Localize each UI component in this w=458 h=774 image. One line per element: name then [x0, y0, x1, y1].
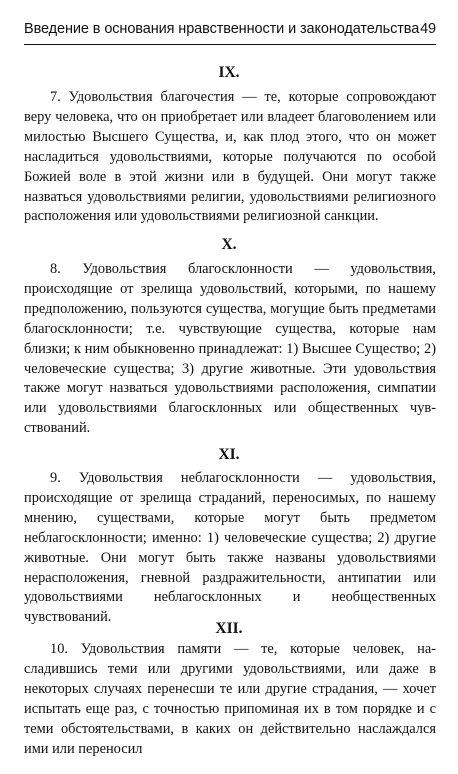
- paragraph-7: 7. Удовольствия благочестия — те, которые сопровождают веру человека, что он приобретает или владеет благоволением или милостью Высшего Существа, и, как плод этого, что он может насладиться удовольствиями, которые получаются по особой Божией воле в этой жизни или в будущей. Они могут также назваться удовольствиями религии, удовольствиями религиозного расположения или удовольствиями религиозной санкции.: [24, 89, 436, 225]
- section-heading-ix: IX.: [218, 64, 240, 81]
- header-rule: [24, 44, 436, 45]
- paragraph-8: 8. Удовольствия благосклонности — удовольствия, происходящие от зрелища удовольствий, которыми, по нашему предположению, пользуются существа, могущие быть предметами благосклонности; т.е. чувствующие существа, которые нам близки; к ним обыкновенно принадлежат: 1) Высшее Существо; 2) человеческие существа; 3) другие животные. Эти удовольствия также могут назваться удовольствиями расположения, симпатии или удовольствиями благосклонных или общественных чувствований.: [24, 261, 436, 437]
- running-title: Введение в основания нравственности и законодательства: [24, 21, 420, 37]
- running-header: [24, 18, 436, 40]
- section-heading-x: X.: [221, 236, 237, 253]
- paragraph-10: 10. Удовольствия памяти — те, которые человек, насладившись теми или другими удовольствиями, или даже в некоторых случаях перенесши те или другие страдания, — хочет испытать еще раз, с точностью припоминая их в том порядке и с теми обстоятельствами, в каких он действительно наслаждался ими или переносил: [24, 641, 436, 757]
- page-number: 49: [420, 21, 436, 37]
- paragraph-9: 9. Удовольствия неблагосклонности — удовольствия, происходящие от зрелища страданий, переносимых, по нашему мнению, существами, которые могут быть предметом неблагосклонности; именно: 1) человеческие существа; 2) другие животные. Они могут быть также названы удовольствиями нерасположения, гневной раздражительности, антипатии или удовольствиями неблагосклонных и необщественных чувствований.: [24, 470, 436, 626]
- section-heading-xi: XI.: [218, 446, 240, 463]
- section-heading-xii: XII.: [215, 620, 243, 637]
